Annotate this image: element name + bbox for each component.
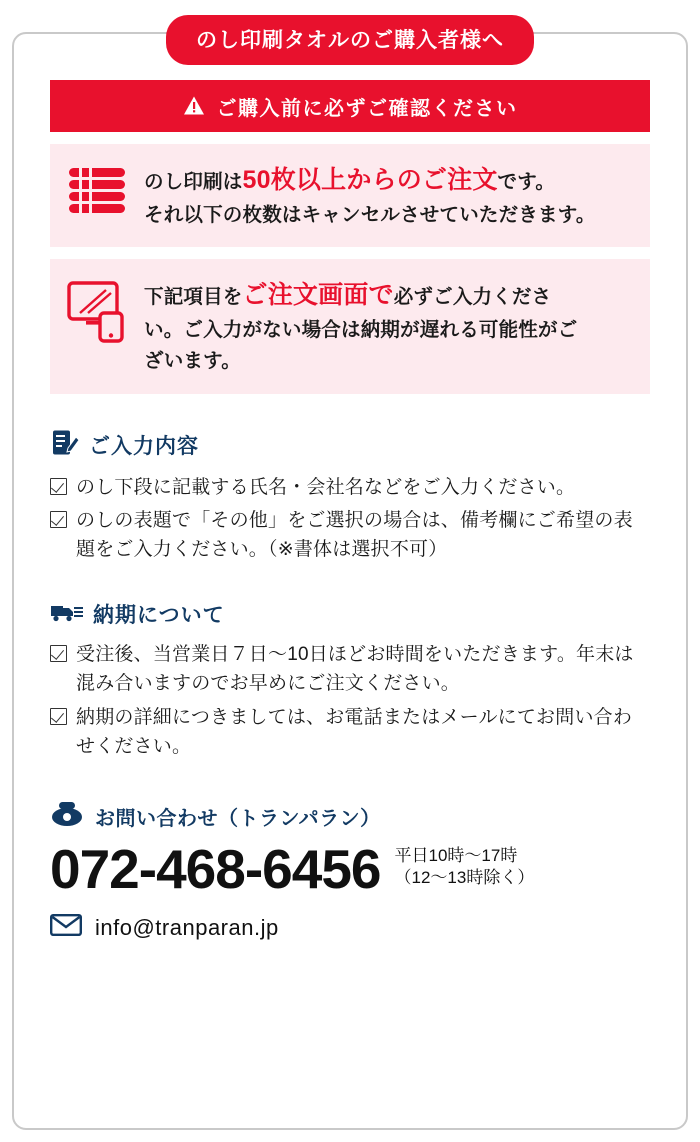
section-header-delivery [50,599,650,630]
content-area [12,32,688,1130]
checkbox-icon [50,708,67,725]
document-pen-icon [50,428,80,463]
note2-line1-post: 必ずご入力くださ [393,286,552,309]
phone-hours-line1: 平日10時〜17時 [394,845,518,865]
list-item [50,506,650,565]
phone-hours-line2: （12〜13時除く） [394,868,535,888]
contact-header [50,800,650,833]
section-delivery-title: 納期について [93,604,225,628]
email-address[interactable]: info@tranparan.jp [95,914,279,940]
towel-stack-icon [66,160,130,222]
list-item-text: 受注後、当営業日７日〜10日ほどお時間をいただきます。年末は混み合いますのでお早めにご注文ください。 [76,643,634,695]
note1-line1-post: です。 [497,171,556,193]
list-item-text: 納期の詳細につきましては、お電話またはメールにてお問い合わせください。 [76,706,633,758]
section-header-input [50,428,650,463]
phone-hours [395,845,535,899]
checkbox-icon [50,478,67,495]
list-item [50,473,650,502]
contact-title: お問い合わせ（トランパラン） [95,807,381,830]
monitor-mobile-icon [66,275,130,343]
envelope-icon [50,914,82,941]
confirm-banner [50,80,650,132]
note2-line1-pre: 下記項目を [144,286,243,309]
section-input-title: ご入力内容 [89,435,199,459]
note1-line1-pre: のし印刷は [144,171,243,193]
note-minimum-order-text [144,160,596,231]
phone-number[interactable]: 072-468-6456 [50,837,381,900]
delivery-truck-icon [50,599,84,630]
note2-line3: ざいます。 [144,350,241,373]
checkbox-icon [50,645,67,662]
note1-highlight: 50枚以上からのご注文 [242,166,498,194]
list-item-text: のしの表題で「その他」をご選択の場合は、備考欄にご希望の表題をご入力ください。（※書体は選択不可） [76,510,633,561]
input-checklist [50,473,650,565]
phone-row[interactable] [50,837,650,900]
delivery-checklist [50,640,650,762]
list-item [50,640,650,699]
telephone-icon [50,800,84,833]
warning-icon [183,95,205,117]
list-item [50,703,650,762]
note2-highlight: ご注文画面で [242,281,394,310]
note2-line2: い。ご入力がない場合は納期が遅れる可能性がご [144,319,578,342]
note-order-screen [50,259,650,393]
email-row[interactable] [50,914,650,941]
ribbon-title: のし印刷タオルのご購入者様へ [166,15,534,65]
list-item-text: のし下段に記載する氏名・会社名などをご入力ください。 [76,476,576,498]
confirm-banner-label: ご購入前に必ずご確認ください [216,97,518,120]
checkbox-icon [50,511,67,528]
note-order-screen-text [144,275,577,377]
note-minimum-order [50,144,650,247]
note1-line2: それ以下の枚数はキャンセルさせていただきます。 [144,204,596,226]
